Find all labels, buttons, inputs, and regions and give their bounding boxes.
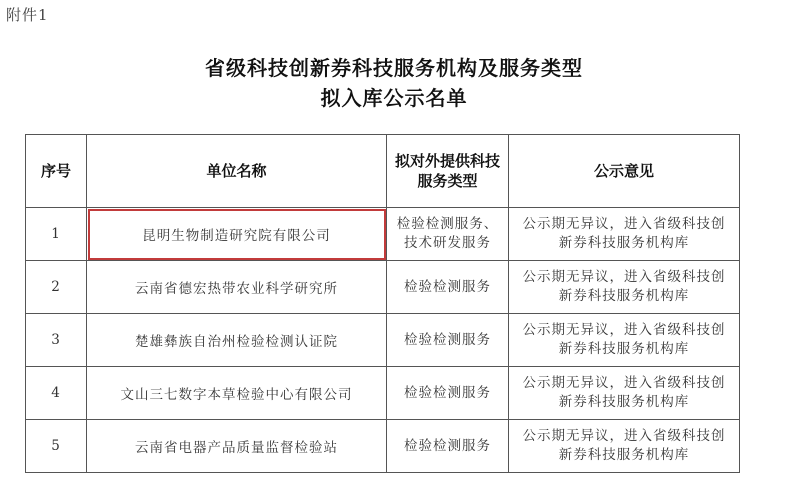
row-opinion bbox=[509, 208, 740, 261]
row-opinion-line-2: 新券科技服务机构库 bbox=[558, 341, 690, 357]
row-seq: 5 bbox=[26, 420, 87, 473]
table-row bbox=[26, 208, 740, 261]
attachment-label: 附件1 bbox=[6, 6, 49, 24]
document-title-line-1: 省级科技创新券科技服务机构及服务类型 bbox=[205, 56, 583, 80]
header-seq: 序号 bbox=[26, 135, 87, 208]
row-seq: 2 bbox=[26, 261, 87, 314]
row-opinion-line-1: 公示期无异议，进入省级科技创 bbox=[522, 375, 726, 391]
table-row bbox=[26, 261, 740, 314]
row-service-type: 检验检测服务 bbox=[387, 367, 509, 420]
row-opinion-line-1: 公示期无异议，进入省级科技创 bbox=[522, 216, 726, 232]
row-opinion-line-2: 新券科技服务机构库 bbox=[558, 447, 690, 463]
row-service-type-line-2: 技术研发服务 bbox=[404, 235, 491, 251]
row-unit-name: 文山三七数字本草检验中心有限公司 bbox=[87, 367, 387, 420]
row-unit-name: 云南省德宏热带农业科学研究所 bbox=[87, 261, 387, 314]
row-opinion-line-1: 公示期无异议，进入省级科技创 bbox=[522, 428, 726, 444]
row-opinion bbox=[509, 367, 740, 420]
publicity-list-table bbox=[25, 134, 740, 473]
header-name: 单位名称 bbox=[87, 135, 387, 208]
row-opinion bbox=[509, 314, 740, 367]
row-seq: 4 bbox=[26, 367, 87, 420]
row-opinion bbox=[509, 261, 740, 314]
row-service-type-line-1: 检验检测服务、 bbox=[396, 216, 499, 232]
header-opinion: 公示意见 bbox=[509, 135, 740, 208]
row-unit-name[interactable]: 昆明生物制造研究院有限公司 bbox=[87, 208, 387, 261]
row-service-type: 检验检测服务 bbox=[387, 261, 509, 314]
header-service-type-line-1: 拟对外提供科技 bbox=[394, 152, 500, 170]
table-row bbox=[26, 420, 740, 473]
row-opinion-line-1: 公示期无异议，进入省级科技创 bbox=[522, 322, 726, 338]
row-opinion-line-2: 新券科技服务机构库 bbox=[558, 288, 690, 304]
header-service-type-line-2: 服务类型 bbox=[417, 172, 478, 190]
document-title-line-2: 拟入库公示名单 bbox=[320, 86, 468, 110]
table-row bbox=[26, 367, 740, 420]
table-row bbox=[26, 314, 740, 367]
header-service-type bbox=[387, 135, 509, 208]
row-opinion-line-2: 新券科技服务机构库 bbox=[558, 394, 690, 410]
row-service-type bbox=[387, 208, 509, 261]
table-header-row bbox=[26, 135, 740, 208]
row-opinion bbox=[509, 420, 740, 473]
row-unit-name: 楚雄彝族自治州检验检测认证院 bbox=[87, 314, 387, 367]
row-service-type: 检验检测服务 bbox=[387, 420, 509, 473]
row-seq: 3 bbox=[26, 314, 87, 367]
row-opinion-line-2: 新券科技服务机构库 bbox=[558, 235, 690, 251]
row-unit-name: 云南省电器产品质量监督检验站 bbox=[87, 420, 387, 473]
row-service-type: 检验检测服务 bbox=[387, 314, 509, 367]
row-opinion-line-1: 公示期无异议，进入省级科技创 bbox=[522, 269, 726, 285]
row-seq: 1 bbox=[26, 208, 87, 261]
